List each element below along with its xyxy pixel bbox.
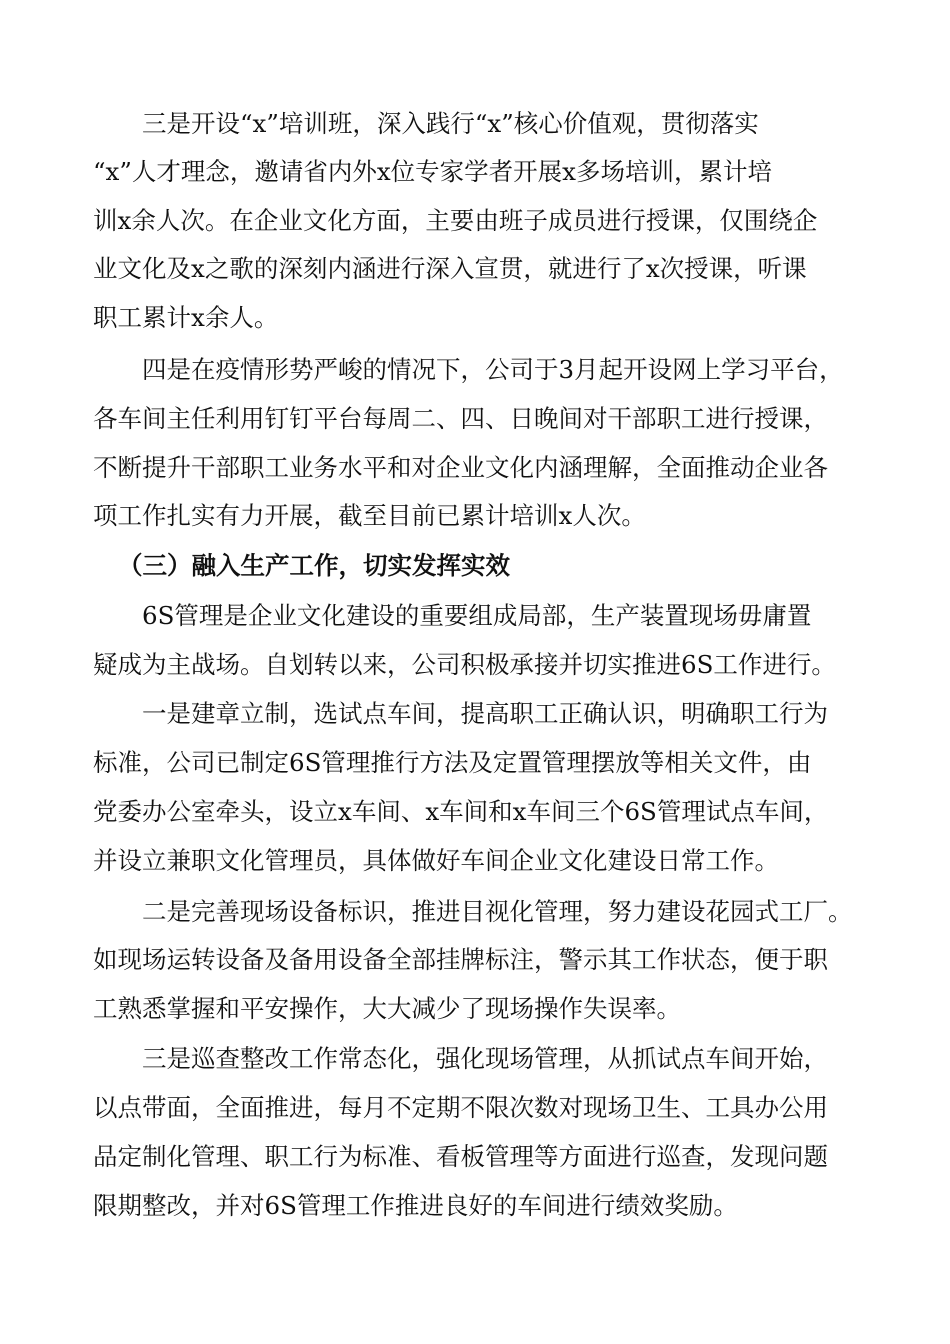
paragraph-measure-1-line-3: 党委办公室牵头，设立x车间、x车间和x车间三个6S管理试点车间， — [93, 797, 829, 826]
paragraph-measure-3-line-3: 品定制化管理、职工行为标准、看板管理等方面进行巡查，发现问题 — [93, 1142, 828, 1171]
paragraph-4-line-3: 不断提升干部职工业务水平和对企业文化内涵理解，全面推动企业各 — [93, 453, 828, 482]
paragraph-3-line-2: “x”人才理念，邀请省内外x位专家学者开展x多场培训，累计培 — [93, 157, 772, 186]
paragraph-measure-2-line-2: 如现场运转设备及备用设备全部挂牌标注，警示其工作状态，便于职 — [93, 945, 828, 974]
paragraph-measure-2-line-1: 二是完善现场设备标识，推进目视化管理，努力建设花园式工厂。 — [142, 897, 853, 926]
paragraph-measure-2-line-3: 工熟悉掌握和平安操作，大大减少了现场操作失误率。 — [93, 994, 681, 1023]
paragraph-measure-3-line-4: 限期整改，并对6S管理工作推进良好的车间进行绩效奖励。 — [93, 1191, 738, 1220]
paragraph-3-line-3: 训x余人次。在企业文化方面，主要由班子成员进行授课，仅围绕企 — [93, 206, 818, 235]
paragraph-4-line-1: 四是在疫情形势严峻的情况下，公司于3月起开设网上学习平台， — [142, 355, 844, 384]
paragraph-3-line-4: 业文化及x之歌的深刻内涵进行深入宣贯，就进行了x次授课，听课 — [93, 254, 807, 283]
paragraph-6s-intro-line-2: 疑成为主战场。自划转以来，公司积极承接并切实推进6S工作进行。 — [93, 650, 836, 679]
paragraph-measure-3-line-2: 以点带面，全面推进，每月不定期不限次数对现场卫生、工具办公用 — [93, 1093, 828, 1122]
paragraph-4-line-2: 各车间主任利用钉钉平台每周二、四、日晚间对干部职工进行授课， — [93, 404, 828, 433]
paragraph-6s-intro-line-1: 6S管理是企业文化建设的重要组成局部，生产装置现场毋庸置 — [142, 601, 812, 630]
paragraph-3-line-1: 三是开设“x”培训班，深入践行“x”核心价值观，贯彻落实 — [142, 109, 759, 138]
paragraph-3-line-5: 职工累计x余人。 — [93, 303, 279, 332]
paragraph-measure-1-line-1: 一是建章立制，选试点车间，提高职工正确认识，明确职工行为 — [142, 699, 828, 728]
paragraph-measure-1-line-2: 标准，公司已制定6S管理推行方法及定置管理摆放等相关文件，由 — [93, 748, 812, 777]
section-heading: （三）融入生产工作，切实发挥实效 — [118, 551, 510, 580]
paragraph-measure-3-line-1: 三是巡查整改工作常态化，强化现场管理，从抓试点车间开始， — [142, 1044, 828, 1073]
paragraph-4-line-4: 项工作扎实有力开展，截至目前已累计培训x人次。 — [93, 501, 646, 530]
paragraph-measure-1-line-4: 并设立兼职文化管理员，具体做好车间企业文化建设日常工作。 — [93, 846, 779, 875]
